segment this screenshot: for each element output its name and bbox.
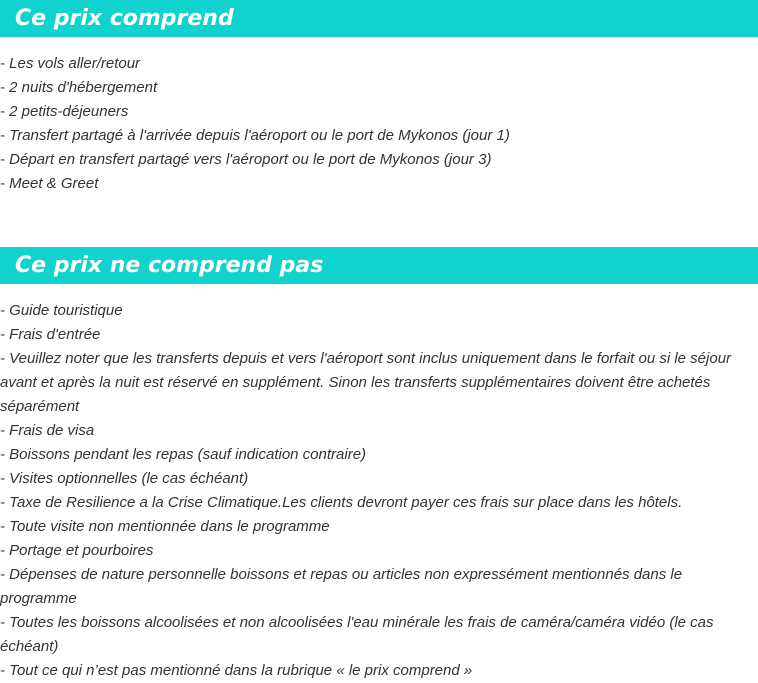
- list-item: - Frais d'entrée: [0, 326, 101, 343]
- list-item: - Guide touristique: [0, 302, 123, 319]
- list-item: - Dépenses de nature personnelle boissons et repas ou articles non expressément mentionnés dans le programme: [0, 566, 683, 607]
- included-list: [0, 52, 750, 196]
- list-item: - Les vols aller/retour: [0, 55, 141, 72]
- list-item: - Visites optionnelles (le cas échéant): [0, 470, 249, 487]
- list-item: - Frais de visa: [0, 422, 95, 439]
- included-section-title: Ce prix comprend: [15, 6, 234, 31]
- list-item: - Veuillez noter que les transferts depuis et vers l'aéroport sont inclus uniquement dans le forfait ou si le séjour avant et après la nuit est réservé en supplément. Sinon les transferts supplémentaires doivent être achetés séparément: [0, 350, 732, 415]
- excluded-section-title: Ce prix ne comprend pas: [15, 253, 324, 278]
- list-item: - Meet & Greet: [0, 175, 99, 192]
- excluded-list: [0, 299, 750, 683]
- list-item: - Toute visite non mentionnée dans le programme: [0, 518, 330, 535]
- list-item: - Tout ce qui n’est pas mentionné dans la rubrique « le prix comprend »: [0, 662, 473, 679]
- excluded-section-header: [0, 247, 758, 284]
- list-item: - Départ en transfert partagé vers l'aéroport ou le port de Mykonos (jour 3): [0, 151, 492, 168]
- list-item: - Taxe de Resilience a la Crise Climatique.Les clients devront payer ces frais sur place dans les hôtels.: [0, 494, 683, 511]
- list-item: - 2 petits-déjeuners: [0, 103, 129, 120]
- list-item: - 2 nuits d'hébergement: [0, 79, 158, 96]
- list-item: - Transfert partagé à l'arrivée depuis l'aéroport ou le port de Mykonos (jour 1): [0, 127, 510, 144]
- list-item: - Toutes les boissons alcoolisées et non alcoolisées l'eau minérale les frais de caméra/caméra vidéo (le cas échéant): [0, 614, 714, 655]
- included-section-header: [0, 0, 758, 37]
- list-item: - Portage et pourboires: [0, 542, 154, 559]
- list-item: - Boissons pendant les repas (sauf indication contraire): [0, 446, 367, 463]
